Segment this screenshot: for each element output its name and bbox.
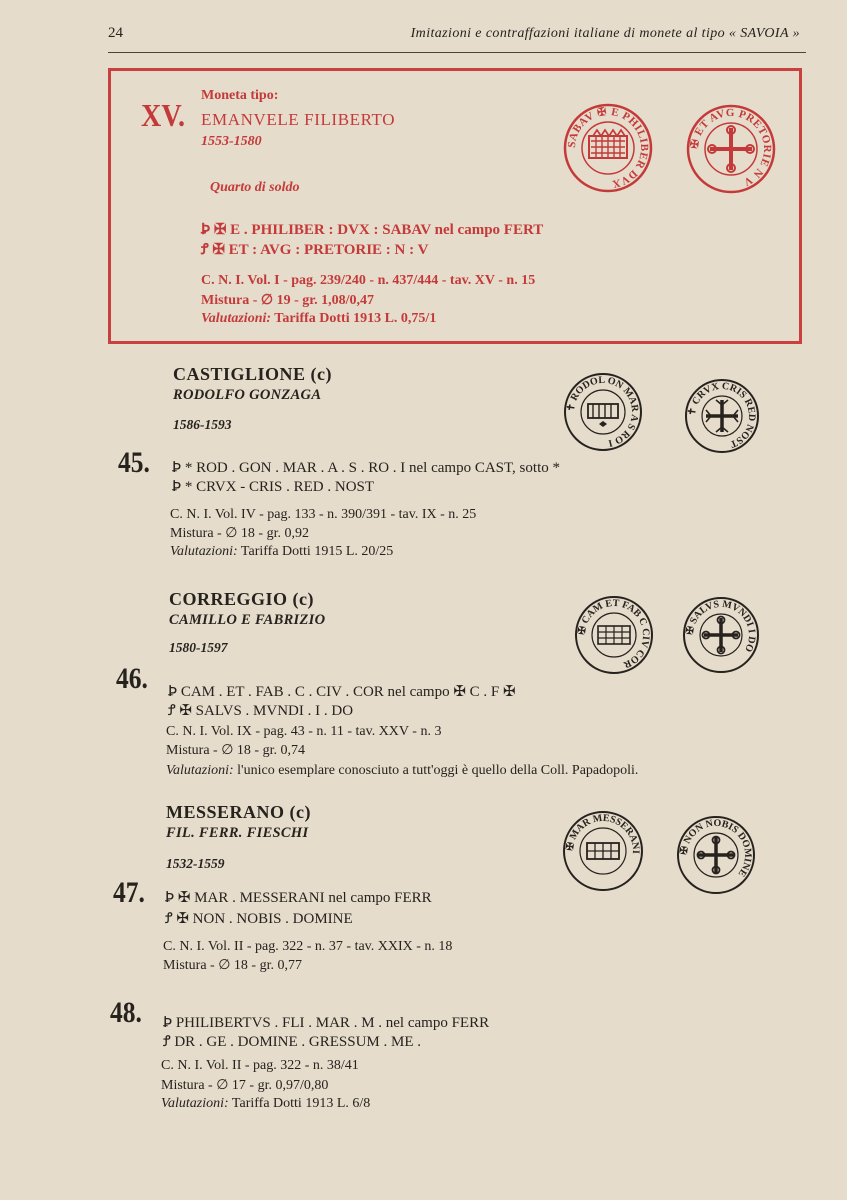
entry-obverse-line	[168, 682, 516, 701]
entry-place: CORREGGIO (c)	[169, 589, 314, 609]
reverse-mark: Ꝭ	[168, 703, 176, 719]
entry-ruler: CAMILLO E FABRIZIO	[169, 612, 326, 628]
reverse-mark: Ꝭ	[165, 911, 173, 927]
valuation-label: Valutazioni:	[201, 311, 272, 326]
valuation-label: Valutazioni:	[166, 763, 234, 778]
entry-metal: Mistura - ∅ 18 - gr. 0,77	[163, 958, 302, 973]
entry-ruler: FIL. FERR. FIESCHI	[166, 825, 309, 841]
entry-obverse-coin	[563, 372, 643, 452]
entry-dates: 1586-1593	[173, 417, 232, 432]
entry-place: CASTIGLIONE (c)	[173, 364, 333, 384]
entry-reverse-coin	[676, 815, 756, 895]
entry-reverse-line	[172, 477, 374, 496]
svg-text:✝ RODOL ON MAR A S RO I	[566, 375, 640, 449]
coin-legend-text: ✝ RODOL ON MAR A S RO I	[565, 374, 641, 449]
entry-reference: C. N. I. Vol. II - pag. 322 - n. 38/41	[161, 1058, 359, 1073]
coin-type-numeral: XV.	[141, 97, 186, 133]
entry-reference: C. N. I. Vol. IV - pag. 133 - n. 390/391 - tav. IX - n. 25	[170, 507, 477, 522]
entry-metal: Mistura - ∅ 18 - gr. 0,74	[166, 743, 305, 758]
coin-type-denomination: Quarto di soldo	[210, 180, 300, 195]
coin-legend-text: ✝ CRVX CRIS RED NOST	[686, 380, 758, 450]
entry-obverse-coin	[562, 810, 644, 892]
entry-number: 46.	[116, 662, 148, 695]
entry-metal: Mistura - ∅ 18 - gr. 0,92	[170, 526, 309, 541]
reverse-mark: Ꝭ	[163, 1034, 171, 1050]
coin-type-obverse-line	[201, 220, 543, 239]
running-title: Imitazioni e contraffazioni italiane di monete al tipo « SAVOIA »	[410, 26, 800, 41]
entry-obverse: CAM . ET . FAB . C . CIV . COR nel campo ✠ C . F ✠	[180, 684, 516, 700]
coin-type-valuation: Tariffa Dotti 1913 L. 0,75/1	[274, 311, 437, 326]
coin-type-label: Moneta tipo:	[201, 88, 279, 103]
coin-type-reference: C. N. I. Vol. I - pag. 239/240 - n. 437/444 - tav. XV - n. 15	[201, 273, 536, 288]
valuation-label: Valutazioni:	[170, 544, 238, 559]
entry-reference: C. N. I. Vol. II - pag. 322 - n. 37 - tav. XXIX - n. 18	[163, 939, 453, 954]
entry-valuation-line	[170, 544, 393, 560]
obverse-mark: Ꝧ	[168, 684, 178, 700]
entry-obverse-coin	[574, 595, 654, 675]
entry-dates: 1532-1559	[166, 856, 225, 871]
coin-type-box	[108, 68, 802, 344]
entry-obverse-line	[163, 1013, 489, 1032]
coin-type-reverse-image	[686, 104, 776, 194]
entry-place: MESSERANO (c)	[166, 802, 311, 822]
coin-type-obverse-image	[563, 103, 653, 193]
entry-number: 45.	[118, 446, 150, 479]
entry-number: 48.	[110, 996, 142, 1029]
entry-reverse-coin	[684, 378, 760, 454]
entry-reference: C. N. I. Vol. IX - pag. 43 - n. 11 - tav. XXV - n. 3	[166, 724, 442, 739]
entry-valuation-line	[161, 1096, 370, 1112]
entry-reverse-coin	[682, 596, 760, 674]
entry-obverse-line	[172, 458, 560, 477]
coin-type-ruler: EMANVELE FILIBERTO	[201, 110, 396, 129]
page-header	[108, 22, 806, 53]
entry-valuation-line	[166, 763, 638, 779]
obverse-mark: Ꝧ	[165, 890, 175, 906]
entry-valuation: Tariffa Dotti 1915 L. 20/25	[240, 544, 394, 559]
entry-valuation: l'unico esemplare conosciuto a tutt'oggi è quello della Coll. Papadopoli.	[237, 763, 639, 778]
coin-legend-text: ✠ ET AVG PRETORIE N V	[688, 106, 774, 189]
coin-type-reverse: ✠ ET : AVG : PRETORIE : N : V	[212, 242, 429, 258]
entry-obverse: PHILIBERTVS . FLI . MAR . M . nel campo FERR	[175, 1015, 490, 1031]
entry-obverse: * ROD . GON . MAR . A . S . RO . I nel campo CAST, sotto *	[184, 460, 560, 476]
valuation-label: Valutazioni:	[161, 1096, 229, 1111]
coin-type-obverse: ✠ E . PHILIBER : DVX : SABAV nel campo FERT	[213, 222, 544, 238]
entry-reverse: * CRVX - CRIS . RED . NOST	[184, 479, 375, 495]
entry-obverse: ✠ MAR . MESSERANI nel campo FERR	[177, 890, 432, 906]
page-number: 24	[108, 25, 123, 41]
coin-type-valuation-line	[201, 311, 436, 327]
coin-legend-text: ✠ MAR MESSERANI	[564, 812, 642, 854]
reverse-mark: Ꝭ	[201, 242, 209, 258]
coin-legend-text: ✠ CAM ET FAB C CIV COR	[576, 597, 652, 671]
coin-legend-text: ✠ SALVS MVNDI I DO	[684, 598, 758, 654]
coin-type-dates: 1553-1580	[201, 134, 262, 149]
coin-type-metal: Mistura - ∅ 19 - gr. 1,08/0,47	[201, 293, 375, 308]
obverse-mark: Ꝧ	[172, 460, 182, 476]
coin-legend-text: ✠ NON NOBIS DOMINE	[678, 817, 754, 879]
entry-metal: Mistura - ∅ 17 - gr. 0,97/0,80	[161, 1078, 329, 1093]
entry-reverse-line	[168, 700, 353, 720]
obverse-mark: Ꝧ	[163, 1015, 173, 1031]
reverse-mark: Ꝧ	[172, 479, 182, 495]
coin-legend-text: SABAV ✠ E PHILIBER DVX	[565, 105, 651, 190]
entry-obverse-line	[165, 888, 432, 907]
entry-reverse: ✠ NON . NOBIS . DOMINE	[176, 911, 353, 927]
entry-reverse: DR . GE . DOMINE . GRESSUM . ME .	[174, 1034, 422, 1050]
entry-valuation: Tariffa Dotti 1913 L. 6/8	[231, 1096, 371, 1111]
entry-number: 47.	[113, 876, 145, 909]
entry-ruler: RODOLFO GONZAGA	[173, 387, 322, 403]
entry-reverse-line	[165, 908, 353, 928]
entry-reverse-line	[163, 1031, 421, 1051]
coin-type-reverse-line	[201, 239, 428, 259]
obverse-mark: Ꝧ	[201, 222, 211, 238]
entry-reverse: ✠ SALVS . MVNDI . I . DO	[179, 703, 354, 719]
entry-dates: 1580-1597	[169, 640, 228, 655]
